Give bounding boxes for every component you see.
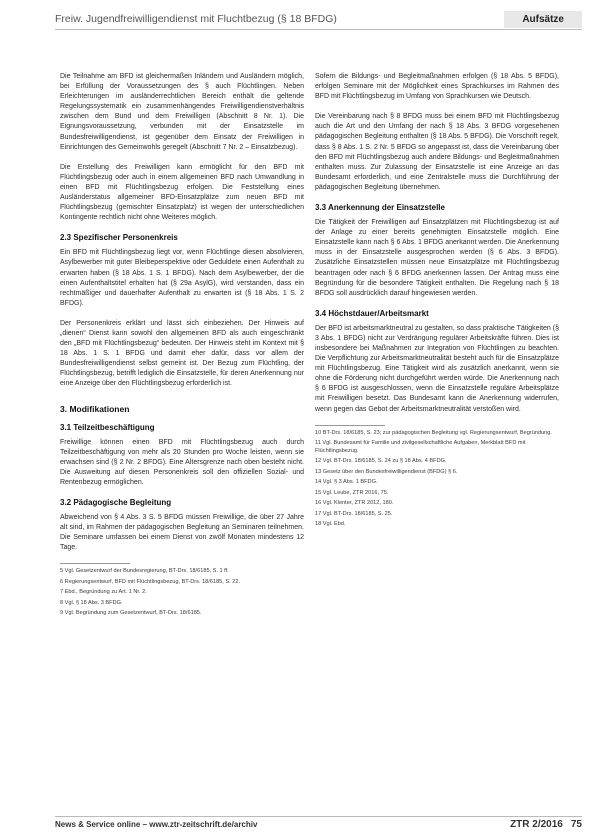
footnote: 18 Vgl. Ebd. — [315, 521, 346, 528]
paragraph: Die Teilnahme am BFD ist gleichermaßen Inländern und Ausländern möglich, bei Erfüllung der Voraussetzungen des § auch Flüchtlingen. Neben Erleichterungen im ausländerrechtlichen Bereich enthält die geltende Regelungssystematik ein zusammenhängendes Freiwilligendienstverhältnis zwischen dem Bund und dem Freiwilligen (Abschnitt 8 Nr. 1). Die Eignungsvoraussetzung, verbunden mit der Einsatzstelle im Bundesfreiwilligendienst, ist gegenüber dem Einsatz der Freiwilligen in Einrichtungen des Gemeinwohls geregelt (Abschnitt 7 Nr. 2 – Einsatzbezug). — [60, 73, 304, 151]
footnote: 14 Vgl. § 3 Abs. 1 BFDG. — [315, 479, 378, 486]
paragraph: Die Tätigkeit der Freiwilligen auf Einsatzplätzen mit Flüchtlingsbezug ist auf der Anlage zu einer bereits genehmigten Einsatzstelle möglich. Eine Einsatzstelle kann nach § 6 Abs. 1 BFDG anerkannt werden. Die Anerkennung muss in der Einsatzstelle ausgesprochen werden (§ 6 Abs. 3 BFDG). Zusätzliche Einsatzstellen müssen neue Einsatzplätze mit Flüchtlingsbezug beantragen oder nach § 6 BFDG anerkennen lassen. Der Antrag muss eine Begründung für die besondere Tätigkeit enthalten. Die Regelung nach § 18 BFDG soll ausdrücklich darauf hingewiesen werden. — [315, 219, 559, 297]
footnote: 12 Vgl. BT-Drs. 18/6185, S. 24 zu § 18 Abs. 4 BFDG. — [315, 458, 447, 465]
paragraph: Die Vereinbarung nach § 8 BFDG muss bei einem BFD mit Flüchtlingsbezug auch die Art und den Umfang der nach § 18 Abs. 3 BFDG vorgesehenen pädagogischen Begleitung enthalten (§ 18 Abs. 5 BFDG). Die Vorschrift regelt, dass § 8 Abs. 1 S. 2 Nr. 5 BFDG so angepasst ist, dass die Vereinbarung über den BFD mit Flüchtlingsbezug auch andere Bildungs- und Begleitmaßnahmen enthalten muss. Zur Zulassung der Einsatzstelle ist eine Anzeige an das Bundesamt erforderlich, und eine Zentralstelle muss die Durchführung der pädagogischen Begleitung übernehmen. — [315, 113, 559, 191]
footnote: 15 Vgl. Leube, ZTR 2016, 75. — [315, 489, 389, 496]
page-number: 75 — [570, 818, 582, 830]
running-title: Freiw. Jugendfreiwilligendienst mit Fluchtbezug (§ 18 BFDG) — [55, 13, 337, 25]
section-heading: 3.1 Teilzeitbeschäftigung — [60, 422, 155, 432]
journal-issue: ZTR 2/2016 — [510, 818, 563, 830]
footnote: 17 Vgl. BT-Drs. 18/6185, S. 25. — [315, 510, 393, 517]
paragraph: Der Personenkreis erklärt und lässt sich einbeziehen. Der Hinweis auf „dienen“ Dienst kann sowohl den allgemeinen BFD als auch eingeschränkt den „BFD mit Flüchtlingsbezug“ bedeuten. Der Hinweis steht im Kontext mit § 18 Abs. 1 S. 1 BFDG und damit eher dafür, dass vor allem der Bundesfreiwilligendienst selbst gemeint ist. Der Bezug zum Flüchtling, der Flüchtlingsbezug, betrifft lediglich die Einsatzstelle, für deren Anerkennung nur eine Anzeige über den Flüchtlingsbezug erforderlich ist. — [60, 319, 304, 388]
paragraph: Abweichend von § 4 Abs. 3 S. 5 BFDG müssen Freiwillige, die über 27 Jahre alt sind, im Rahmen der pädagogischen Begleitung an Seminaren teilnehmen. Die Seminare umfassen bei einem Dienst von zwölf Monaten mindestens 12 Tage. — [60, 514, 304, 552]
section-heading: 2.3 Spezifischer Personenkreis — [60, 233, 178, 243]
footnote: 8 Vgl. § 18 Abs. 3 BFDG. — [60, 599, 123, 606]
footnote: 10 BT-Drs. 18/6185, S. 23; zur pädagogischen Begleitung vgl. Regierungsentwurf, Begründung. — [315, 429, 552, 436]
footnote: 5 Vgl. Gesetzentwurf der Bundesregierung, BT-Drs. 18/6185, S. 1 ff. — [60, 568, 229, 575]
footnote: 13 Gesetz über den Bundesfreiwilligendienst (BFDG) § 6. — [315, 468, 458, 475]
footnote-divider — [60, 563, 130, 564]
section-badge: Aufsätze — [504, 11, 582, 28]
footnote: 16 Vgl. Klenter, ZTR 2012, 180. — [315, 500, 394, 507]
footnote: 11 Vgl. Bundesamt für Familie und zivilgesellschaftliche Aufgaben, Merkblatt BFD mit Flüchtlingsbezug. — [315, 440, 526, 454]
section-heading: 3.4 Höchstdauer/Arbeitsmarkt — [315, 308, 429, 318]
footnote-divider — [315, 425, 385, 426]
paragraph: Freiwillige können einen BFD mit Flüchtlingsbezug auch durch Teilzeitbeschäftigung von mehr als 20 Stunden pro Woche leisten, wenn sie erwachsen sind (§ 2 Nr. 2 BFDG). Eine Altersgrenze nach oben besteht nicht. Die Ausweitung auf diesen Personenkreis soll den offiziellen Sozial- und Rentenbezug ermöglichen. — [60, 438, 304, 486]
main-heading: 3. Modifikationen — [60, 403, 130, 414]
right-column — [315, 72, 559, 532]
left-column — [60, 72, 304, 621]
paragraph: Die Erstellung des Freiwilligen kann ermöglicht für den BFD mit Flüchtlingsbezug oder auch in einem allgemeinen BFD nach Umwandlung in einen BFD mit Flüchtlingsbezug erfolgen. Die Feststellung eines Ausländerstatus allgemeiner BFD-Einsatzplätze zum neuen BFD mit Flüchtlingsbezug (gemischter Einsatzplatz) ist wegen der unterschiedlichen Kontingente rechtlich nicht ohne Weiteres möglich. — [60, 163, 304, 222]
section-heading: 3.2 Pädagogische Begleitung — [60, 498, 172, 507]
paragraph: Der BFD ist arbeitsmarktneutral zu gestalten, so dass praktische Tätigkeiten (§ 3 Abs. 1 BFDG) nicht zur Verdrängung regulärer Arbeitskräfte führen. Dies ist insbesondere bei Maßnahmen zur Integration von Flüchtlingen zu beachten. Die Verpflichtung zur Arbeitsmarktneutralität besteht auch für die Einsatzplätze mit Flüchtlingsbezug. Eine Tätigkeit wird als zusätzlich anerkannt, wenn sie ohne die Förderung nicht durchgeführt werden würde. Die Anerkennung nach § 6 BFDG ist ausgeschlossen, wenn die Einsatzstelle reguläre Arbeitsplätze mit Freiwilligen besetzt. Das Bundesamt kann die Anerkennung widerrufen, wenn gegen das Gebot der Arbeitsmarktneutralität verstoßen wird. — [315, 324, 559, 413]
footnote: 6 Regierungsentwurf, BFD mit Flüchtlingsbezug, BT-Drs. 18/6185, S. 22. — [60, 578, 241, 585]
footer-link-text: News & Service online – www.ztr-zeitschrift.de/archiv — [55, 819, 258, 829]
footnote: 9 Vgl. Begründung zum Gesetzentwurf, BT-Drs. 18/6185. — [60, 610, 202, 617]
page-footer — [55, 816, 582, 831]
footnote: 7 Ebd., Begründung zu Art. 1 Nr. 2. — [60, 589, 147, 596]
section-heading: 3.3 Anerkennung der Einsatzstelle — [315, 203, 445, 213]
paragraph: Sofern die Bildungs- und Begleitmaßnahmen erfolgen (§ 18 Abs. 5 BFDG), erfolgen Seminare mit der Möglichkeit eines Sprachkurses im Rahmen des BFD mit Flüchtlingsbezug im Umfang von Sprachkursen wie Deutsch. — [315, 73, 559, 101]
paragraph: Ein BFD mit Flüchtlingsbezug liegt vor, wenn Flüchtlinge diesen absolvieren, Asylbewerber mit guter Bleibeperspektive oder Geduldete einen Aufenthalt zu erwarten haben (§ 18 Abs. 1 S. 1 BFDG). Nach dem Asylbewerber, der die einen Aufenthaltstitel erhalten hat (§ 29a AsylG), wird verstanden, dass ein rechtmäßiger und dauerhafter Aufenthalt zu erwarten ist (§ 18 Abs. 1 S. 2 BFDG). — [60, 249, 304, 307]
page-header — [55, 9, 582, 30]
